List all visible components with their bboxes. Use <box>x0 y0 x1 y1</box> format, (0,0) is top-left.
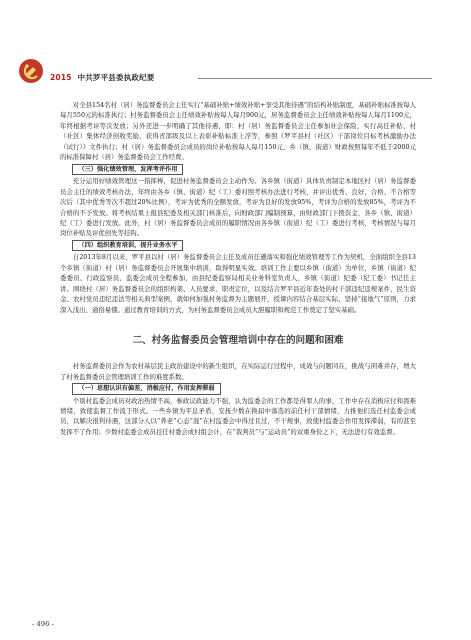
paragraph: 对全县154名村（居）务监督委员会主任实行“基础补贴+绩效补贴+享受其他待遇”的结构补贴制度，基础补贴标准按每人每月550元的标准执行；村务监督委员会主任绩效补贴按每人每月900元，居务监督委员会主任绩效补贴按每人每月1100元，年终根据考评等次发放；另外还进一步明确了其他待遇，即：村（居）务监督委员会主任参加社会保险，实行高任补贴、村（社区）集体经济创收奖励，获得省部级及以上表彰补贴标准上浮等，参照《罗平县村（社区）干部岗位目标考核激励办法（试行）》文件执行；村（居）务监督委员会成员的岗位补贴按每人每月150元，乡（镇、街道）财政按照每年不低于2000元的标准保障村（居）务监督委员会工作经费。 <box>60 101 416 162</box>
document-body <box>60 100 416 437</box>
section-heading: （三）强化绩效管理，发挥考评作用 <box>72 164 183 176</box>
party-emblem-icon <box>18 58 44 84</box>
header-title-text: 中共罗平县委执政纪要 <box>77 73 155 82</box>
page-number: - 496 - <box>32 620 54 628</box>
paragraph: 村务监督委员会作为农村基层民主政治建设中的新生组织，在实际运行过程中，成效与问题同在，挑战与困难并存，增大了村务监督委员会管理培训工作的难度系数。 <box>60 362 416 381</box>
header-title <box>50 72 155 83</box>
paragraph: 个别村监委会成员对政治热情不高，参政议政能力不强，认为监委会的工作都是得罪人的事，工作中存在消极应付和畏难情绪，致使监督工作流于形式。一些乡镇为平息矛盾，安抚少数在换届中落选的前任村干部情绪，力推他们选任村监委会成员，以解决很利待遇，这部分人以“养老”心态“混”在村监委会中得过且过，不干规事，致使村监委会作用发挥滞弱，有的甚至发挥不了作用；少数村监委会成员挂任村委会或村组会计，在“裁判员”与“运动员”的双重身份之下，无法进行有效监督。 <box>60 396 416 436</box>
header-divider <box>198 78 432 79</box>
header-year: 2015 <box>50 73 72 82</box>
page-header <box>0 0 471 92</box>
chapter-heading: 二、村务监督委员会管理培训中存在的问题和困难 <box>132 335 344 347</box>
paragraph: 自2013年8月以来，罗平县以村（居）务监督委员会主任及成员任遴落实和强化绩效管理等工作为契机，全面组织全县13个乡镇（街道）村（居）务监督委员会开展集中培训，取得明显实效。培训工作主要以乡镇（街道）为单位，乡镇（街道）纪委委员、行政监察员、监委会成员全程参加，由县纪委监察局相关业务科室负责人、乡镇（街道）纪委（纪工委）书记任主讲。围绕村（居）务监督委员会的组织构架、人员要求、职责定位，以及结合罗平县近年查处的村干部违纪违规案件，民生资金、农村党员违纪违法等相关典型案例，就如何加强村务监督为主题展开，授课内容结合基层实际，坚持“接地气”原则，力求深入浅出、通俗易懂。通过教育培训的方式，为村务监督委员会成员大胆履职和规范工作奠定了坚实基础。 <box>60 253 416 314</box>
paragraph: 充分运用好绩效管理这一指挥棒，促进村务监督委员会主动作为。各乡镇（街道）具体负责制定本地区村（居）务监督委员会主任的绩效考核办法，年终由各乡（镇、街道）纪（工）委对照考核办法进行考核，并评出优秀、良好、合格、不合格等次后（其中优秀等次不超过20%比例），考评为优秀的全额发放，考评为良好的发放95%，考评为合格的发放85%，考评为不合格的不予发放。将考核结果上报县纪委及相关部门核准后，向财政部门编制预算，由财政部门下拨资金，各乡（镇、街道）纪（工）委进行发放。此外，村（居）务监督委员会成员的履职情况由各乡镇（街道）纪（工）委进行考核，考核情况与每月岗位补贴及评优创先等挂钩。 <box>60 177 416 238</box>
section-heading: （一）思想认识有偏差，消极应付，作用发挥滞弱 <box>72 383 220 395</box>
section-heading: （四）组织教育培训，提升业务水平 <box>72 240 183 252</box>
